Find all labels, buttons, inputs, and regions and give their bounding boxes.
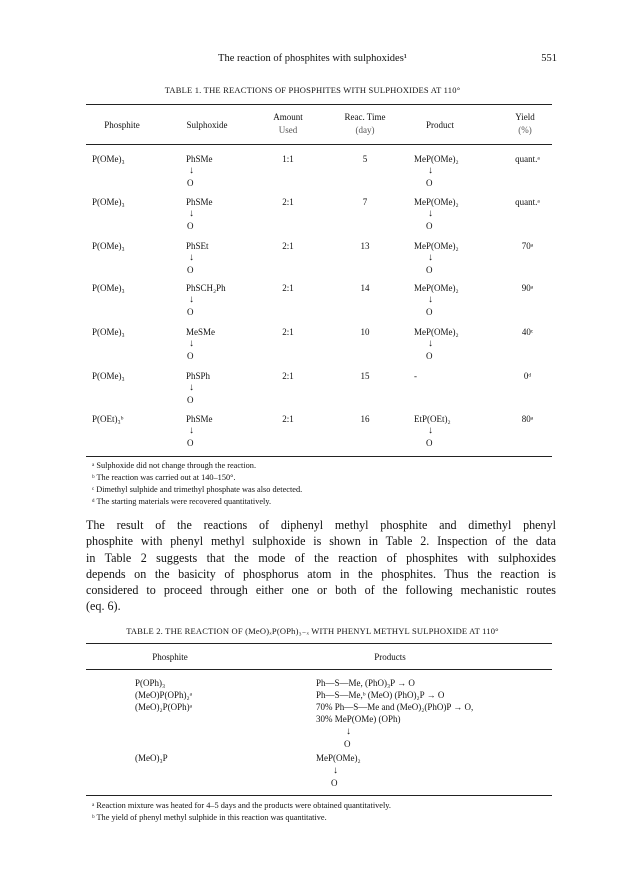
table1-footnote-d: ᵈ The starting materials were recovered quantitatively. <box>92 497 272 506</box>
bond-arrow: ↓ <box>189 338 194 349</box>
cell-yield: 0ᵈ <box>523 371 532 381</box>
cell-product: EtP(OEt)₂ <box>414 414 451 424</box>
paragraph-line: phosphite with phenyl methyl sulphoxide is shown in Table 2. Inspection of the data <box>86 534 556 549</box>
oxygen-atom: O <box>187 307 194 317</box>
oxygen-atom: O <box>426 221 433 231</box>
table2-products: MeP(OMe)₂ <box>316 753 361 763</box>
table2-bottom-rule <box>86 795 552 796</box>
cell-amount: 1:1 <box>282 154 294 164</box>
body-paragraph <box>86 517 556 615</box>
bond-arrow: ↓ <box>346 726 351 737</box>
paragraph-line: in Table 2 suggests that the mode of the reaction of phosphites with sulphoxides <box>86 550 556 565</box>
table2-products: Ph—S—Me, (PhO)₃P → O <box>316 678 415 688</box>
cell-reac-time: 10 <box>360 327 370 337</box>
paragraph-line: depends on the basicity of phosphorus atom in the phosphites. Thus the reaction is <box>86 566 556 581</box>
cell-amount: 2:1 <box>282 197 294 207</box>
cell-product: MeP(OMe)₂ <box>414 197 459 207</box>
paragraph-line: The result of the reactions of diphenyl methyl phosphite and dimethyl phenyl <box>86 518 556 532</box>
cell-reac-time: 7 <box>362 197 368 207</box>
table2-caption: TABLE 2. THE REACTION OF (MeO)ₓP(OPh)₃₋ₓ WITH PHENYL METHYL SULPHOXIDE AT 110° <box>126 626 499 636</box>
cell-reac-time: 13 <box>360 241 370 251</box>
header-day: (day) <box>355 125 375 135</box>
cell-product: - <box>414 371 417 381</box>
table1-footnote-b: ᵇ The reaction was carried out at 140–150°. <box>92 473 236 482</box>
table1-top-rule <box>86 104 552 105</box>
oxygen-atom: O <box>187 395 194 405</box>
cell-yield: 80ᵃ <box>521 414 534 424</box>
bond-arrow: ↓ <box>428 165 433 176</box>
bond-arrow: ↓ <box>189 208 194 219</box>
table1-bottom-rule <box>86 456 552 457</box>
oxygen-atom: O <box>426 438 433 448</box>
bond-arrow: ↓ <box>189 165 194 176</box>
header-amount: Amount <box>273 112 303 122</box>
cell-sulphoxide: PhSMe <box>186 154 213 164</box>
bond-arrow: ↓ <box>428 208 433 219</box>
table1-caption: TABLE 1. THE REACTIONS OF PHOSPHITES WITH SULPHOXIDES AT 110° <box>164 85 461 95</box>
cell-yield: 90ᵃ <box>521 283 534 293</box>
oxygen-atom: O <box>187 221 194 231</box>
bond-arrow: ↓ <box>189 382 194 393</box>
table1-header-rule <box>86 144 552 145</box>
bond-arrow: ↓ <box>428 252 433 263</box>
header-product: Product <box>426 120 454 130</box>
cell-product: MeP(OMe)₂ <box>414 327 459 337</box>
table2-footnote-a: ᵃ Reaction mixture was heated for 4–5 days and the products were obtained quantitatively. <box>92 801 391 810</box>
cell-phosphite: P(OMe)₃ <box>92 371 125 381</box>
cell-phosphite: P(OMe)₃ <box>92 241 125 251</box>
cell-sulphoxide: PhSPh <box>186 371 211 381</box>
bond-arrow: ↓ <box>189 252 194 263</box>
header-yield-percent: (%) <box>518 125 532 135</box>
cell-product: MeP(OMe)₂ <box>414 154 459 164</box>
table2-phosphite: (MeO)P(OPh)₂ᵃ <box>135 690 193 700</box>
cell-sulphoxide: PhSEt <box>186 241 209 251</box>
cell-amount: 2:1 <box>282 414 294 424</box>
running-title: The reaction of phosphites with sulphoxides¹ <box>218 53 407 64</box>
page-number: 551 <box>541 53 557 64</box>
cell-phosphite: P(OEt)₃ᵇ <box>92 414 124 424</box>
cell-yield: quant.ᵃ <box>515 197 540 207</box>
cell-yield: quant.ᵃ <box>515 154 540 164</box>
cell-yield: 70ᵃ <box>521 241 534 251</box>
table2-header-products: Products <box>374 652 406 662</box>
table2-header-phosphite: Phosphite <box>152 652 188 662</box>
table2-top-rule <box>86 643 552 644</box>
bond-arrow: ↓ <box>333 765 338 776</box>
table1-footnote-a: ᵃ Sulphoxide did not change through the reaction. <box>92 461 257 470</box>
table2-footnote-b: ᵇ The yield of phenyl methyl sulphide in this reaction was quantitative. <box>92 813 327 822</box>
paragraph-line: (eq. 6). <box>86 599 121 614</box>
table2-header-rule <box>86 669 552 670</box>
oxygen-atom: O <box>187 438 194 448</box>
cell-phosphite: P(OMe)₃ <box>92 154 125 164</box>
table2-phosphite: P(OPh)₃ <box>135 678 166 688</box>
oxygen-atom: O <box>187 351 194 361</box>
oxygen-atom: O <box>426 351 433 361</box>
bond-arrow: ↓ <box>428 425 433 436</box>
cell-sulphoxide: PhSMe <box>186 197 213 207</box>
oxygen-atom: O <box>344 739 351 749</box>
oxygen-atom: O <box>187 265 194 275</box>
cell-phosphite: P(OMe)₃ <box>92 327 125 337</box>
bond-arrow: ↓ <box>428 338 433 349</box>
oxygen-atom: O <box>331 778 338 788</box>
cell-sulphoxide: MeSMe <box>186 327 215 337</box>
header-amount-used: Used <box>278 125 298 135</box>
cell-reac-time: 5 <box>362 154 368 164</box>
cell-amount: 2:1 <box>282 241 294 251</box>
bond-arrow: ↓ <box>189 294 194 305</box>
cell-amount: 2:1 <box>282 371 294 381</box>
cell-reac-time: 15 <box>360 371 370 381</box>
paragraph-line: considered to proceed through either one or both of the following mechanistic routes <box>86 583 556 598</box>
cell-phosphite: P(OMe)₃ <box>92 283 125 293</box>
cell-sulphoxide: PhSMe <box>186 414 213 424</box>
oxygen-atom: O <box>426 307 433 317</box>
table2-products: 30% MeP(OMe) (OPh) <box>316 714 401 724</box>
cell-product: MeP(OMe)₂ <box>414 283 459 293</box>
oxygen-atom: O <box>426 178 433 188</box>
header-yield: Yield <box>515 112 535 122</box>
cell-amount: 2:1 <box>282 327 294 337</box>
oxygen-atom: O <box>187 178 194 188</box>
cell-sulphoxide: PhSCH₂Ph <box>186 283 226 293</box>
bond-arrow: ↓ <box>428 294 433 305</box>
table2-products: 70% Ph—S—Me and (MeO)₂(PhO)P → O, <box>316 702 474 712</box>
table1-footnote-c: ᶜ Dimethyl sulphide and trimethyl phosphate was also detected. <box>92 485 303 494</box>
cell-product: MeP(OMe)₂ <box>414 241 459 251</box>
cell-reac-time: 16 <box>360 414 370 424</box>
oxygen-atom: O <box>426 265 433 275</box>
table2-products: Ph—S—Me,ᵇ (MeO) (PhO)₂P → O <box>316 690 445 700</box>
header-reac-time: Reac. Time <box>344 112 386 122</box>
header-sulphoxide: Sulphoxide <box>186 120 228 130</box>
bond-arrow: ↓ <box>189 425 194 436</box>
table2-phosphite: (MeO)₂P(OPh)ᵃ <box>135 702 193 712</box>
cell-reac-time: 14 <box>360 283 370 293</box>
cell-amount: 2:1 <box>282 283 294 293</box>
header-phosphite: Phosphite <box>104 120 140 130</box>
cell-phosphite: P(OMe)₃ <box>92 197 125 207</box>
table2-phosphite: (MeO)₃P <box>135 753 168 763</box>
cell-yield: 40ᶜ <box>521 327 534 337</box>
